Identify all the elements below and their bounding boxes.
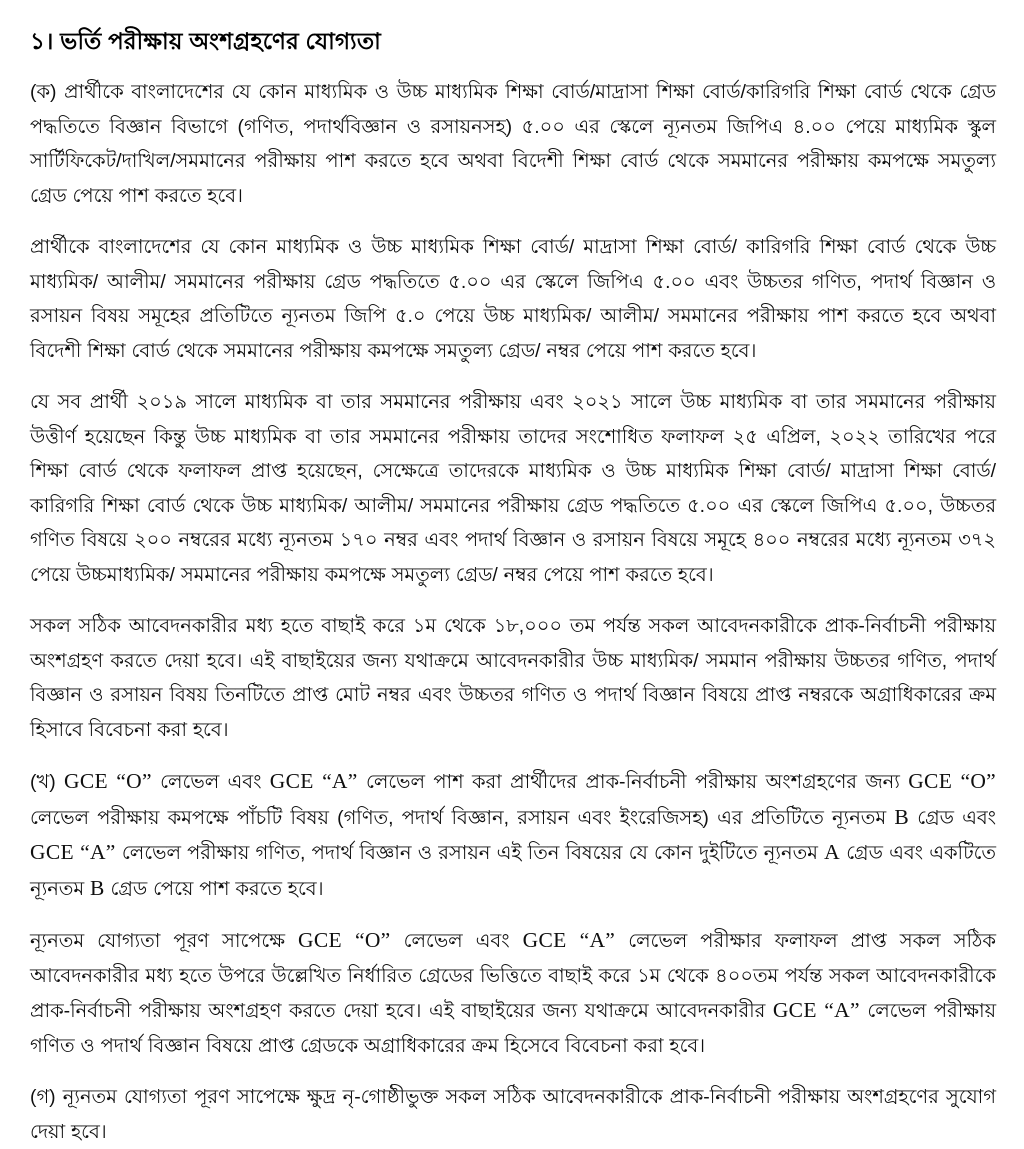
paragraph-clause-ka: (ক) প্রার্থীকে বাংলাদেশের যে কোন মাধ্যমিক ও উচ্চ মাধ্যমিক শিক্ষা বোর্ড/মাদ্রাসা শিক্ষা বোর্ড/কারিগরি শিক্ষা বোর্ড থেকে গ্রেড পদ্ধতিতে বিজ্ঞান বিভাগে (গণিত, পদার্থবিজ্ঞান ও রসায়নসহ) ৫.০০ এর স্কেলে ন্যূনতম জিপিএ ৪.০০ পেয়ে মাধ্যমিক স্কুল সার্টিফিকেট/দাখিল/সমমানের পরীক্ষায় পাশ করতে হবে অথবা বিদেশী শিক্ষা বোর্ড থেকে সমমানের পরীক্ষায় কমপক্ষে সমতুল্য গ্রেড পেয়ে পাশ করতে হবে। [30,81,996,207]
latin-fragment: “A” [322,769,358,794]
latin-fragment: “A” [80,840,116,865]
page-title: ১। ভর্তি পরীক্ষায় অংশগ্রহণের যোগ্যতা [30,28,382,54]
latin-fragment: “A” [579,928,616,953]
latin-fragment: “O” [116,769,152,794]
latin-fragment: GCE [30,840,74,865]
latin-fragment: B [894,804,909,829]
paragraph-gce-shortlist-400: ন্যূনতম যোগ্যতা পূরণ সাপেক্ষে GCE “O” লেভেল এবং GCE “A” লেভেল পরীক্ষার ফলাফল প্রাপ্ত সকল সঠিক আবেদনকারীর মধ্য হতে উপরে উল্লেখিত নির্ধারিত গ্রেডের ভিত্তিতে বাছাই করে ১ম থেকে ৪০০তম পর্যন্ত সকল আবেদনকারীকে প্রাক-নির্বাচনী পরীক্ষায় অংশগ্রহণ করতে দেয়া হবে। এই বাছাইয়ের জন্য যথাক্রমে আবেদনকারীর GCE “A” লেভেল পরীক্ষায় গণিত ও পদার্থ বিজ্ঞান বিষয়ে প্রাপ্ত গ্রেডকে অগ্রাধিকারের ক্রম হিসেবে বিবেচনা করা হবে। [30,928,996,1057]
paragraph-shortlist-18000: সকল সঠিক আবেদনকারীর মধ্য হতে বাছাই করে ১ম থেকে ১৮,০০০ তম পর্যন্ত সকল আবেদনকারীকে প্রাক-নির্বাচনী পরীক্ষায় অংশগ্রহণ করতে দেয়া হবে। এই বাছাইয়ের জন্য যথাক্রমে আবেদনকারীর উচ্চ মাধ্যমিক/ সমমান পরীক্ষায় উচ্চতর গণিত, পদার্থ বিজ্ঞান ও রসায়ন বিষয় তিনটিতে প্রাপ্ত মোট নম্বর এবং উচ্চতর গণিত ও পদার্থ বিজ্ঞান বিষয়ে প্রাপ্ত নম্বরকে অগ্রাধিকারের ক্রম হিসাবে বিবেচনা করা হবে। [30,615,996,741]
paragraph-clause-kha: (খ) GCE “O” লেভেল এবং GCE “A” লেভেল পাশ করা প্রার্থীদের প্রাক-নির্বাচনী পরীক্ষায় অংশগ্রহণের জন্য GCE “O” লেভেল পরীক্ষায় কমপক্ষে পাঁচটি বিষয় (গণিত, পদার্থ বিজ্ঞান, রসায়ন এবং ইংরেজিসহ) এর প্রতিটিতে ন্যূনতম B গ্রেড এবং GCE “A” লেভেল পরীক্ষায় গণিত, পদার্থ বিজ্ঞান ও রসায়ন এই তিন বিষয়ের যে কোন দুইটিতে ন্যূনতম A গ্রেড এবং একটিতে ন্যূনতম B গ্রেড পেয়ে পাশ করতে হবে। [30,769,997,900]
paragraph-clause-ga: (গ) ন্যূনতম যোগ্যতা পূরণ সাপেক্ষে ক্ষুদ্র নৃ-গোষ্ঠীভুক্ত সকল সঠিক আবেদনকারীকে প্রাক-নির্বাচনী পরীক্ষায় অংশগ্রহণের সুযোগ দেয়া হবে। [30,1086,996,1143]
latin-fragment: “O” [960,769,997,794]
latin-fragment: “O” [355,928,391,953]
latin-fragment: A [824,840,840,865]
latin-fragment: B [89,875,105,900]
latin-fragment: GCE [64,769,108,794]
latin-fragment: GCE [908,769,953,794]
latin-fragment: “A” [824,998,860,1023]
latin-fragment: GCE [522,928,567,953]
latin-fragment: GCE [269,769,314,794]
latin-fragment: GCE [772,998,817,1023]
paragraph-revised-result-2019-2021: যে সব প্রার্থী ২০১৯ সালে মাধ্যমিক বা তার সমমানের পরীক্ষায় এবং ২০২১ সালে উচ্চ মাধ্যমিক বা তার সমমানের পরীক্ষায় উত্তীর্ণ হয়েছেন কিন্তু উচ্চ মাধ্যমিক বা তার সমমানের পরীক্ষায় তাদের সংশোধিত ফলাফল ২৫ এপ্রিল, ২০২২ তারিখের পরে শিক্ষা বোর্ড থেকে ফলাফল প্রাপ্ত হয়েছেন, সেক্ষেত্রে তাদেরকে মাধ্যমিক ও উচ্চ মাধ্যমিক শিক্ষা বোর্ড/ মাদ্রাসা শিক্ষা বোর্ড/ কারিগরি শিক্ষা বোর্ড থেকে উচ্চ মাধ্যমিক/ আলীম/ সমমানের পরীক্ষায় গ্রেড পদ্ধতিতে ৫.০০ এর স্কেলে জিপিএ ৫.০০, উচ্চতর গণিত বিষয়ে ২০০ নম্বরের মধ্যে ন্যূনতম ১৭০ নম্বর এবং পদার্থ বিজ্ঞান ও রসায়ন বিষয়ে সমূহে ৪০০ নম্বরের মধ্যে ন্যূনতম ৩৭২ পেয়ে উচ্চমাধ্যমিক/ সমমানের পরীক্ষায় কমপক্ষে সমতুল্য গ্রেড/ নম্বর পেয়ে পাশ করতে হবে। [30,391,996,586]
paragraph-hsc-requirement: প্রার্থীকে বাংলাদেশের যে কোন মাধ্যমিক ও উচ্চ মাধ্যমিক শিক্ষা বোর্ড/ মাদ্রাসা শিক্ষা বোর্ড/ কারিগরি শিক্ষা বোর্ড থেকে উচ্চ মাধ্যমিক/ আলীম/ সমমানের পরীক্ষায় গ্রেড পদ্ধতিতে ৫.০০ এর স্কেলে জিপিএ ৫.০০ এবং উচ্চতর গণিত, পদার্থ বিজ্ঞান ও রসায়ন বিষয় সমূহের প্রতিটিতে ন্যূনতম জিপি ৫.০ পেয়ে উচ্চ মাধ্যমিক/ আলীম/ সমমানের পরীক্ষায় পাশ করতে হবে অথবা বিদেশী শিক্ষা বোর্ড থেকে সমমানের পরীক্ষায় কমপক্ষে সমতুল্য গ্রেড/ নম্বর পেয়ে পাশ করতে হবে। [30,236,996,362]
latin-fragment: GCE [298,928,342,953]
